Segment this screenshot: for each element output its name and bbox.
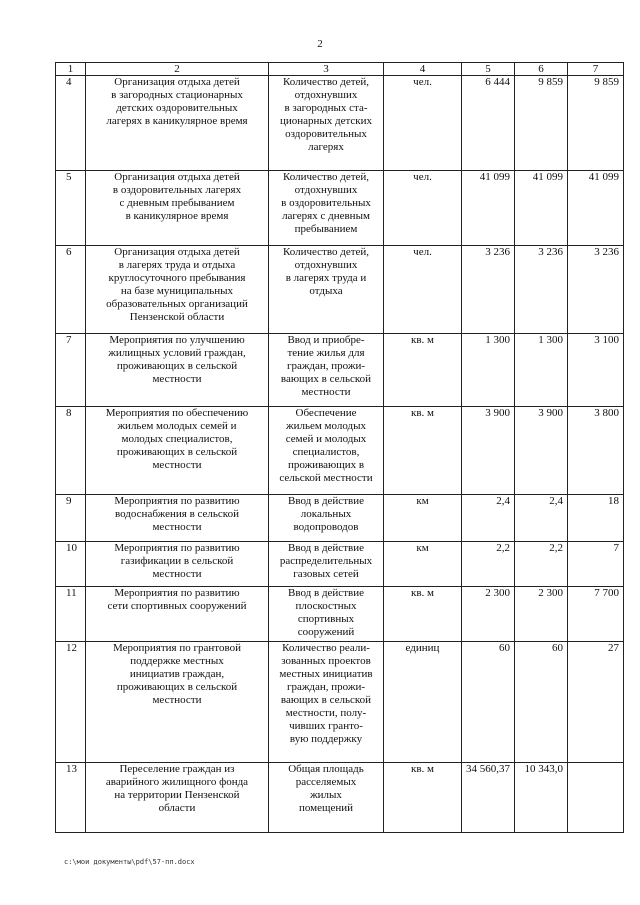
column-number-cell: 6 xyxy=(515,63,568,76)
column-number-cell: 4 xyxy=(384,63,462,76)
indicator-cell: Количество детей, отдохнувших в оздоровительных лагерях с дневным пребыванием xyxy=(269,171,384,246)
indicator-cell: Ввод и приобре- тение жилья для граждан, прожи- вающих в сельской местности xyxy=(269,334,384,407)
indicator-cell: Количество реали- зованных проектов местных инициатив граждан, прожи- вающих в сельской местности, полу- чивших гранто- вую поддержку xyxy=(269,642,384,763)
table-row xyxy=(56,246,624,334)
value-col5-cell: 2 300 xyxy=(462,587,515,642)
value-col6-cell: 3 900 xyxy=(515,407,568,495)
value-col5-cell: 1 300 xyxy=(462,334,515,407)
table-row xyxy=(56,334,624,407)
value-col5-cell: 60 xyxy=(462,642,515,763)
value-col6-cell: 2,4 xyxy=(515,495,568,542)
value-col5-cell: 41 099 xyxy=(462,171,515,246)
value-col7-cell: 3 800 xyxy=(568,407,624,495)
unit-cell: кв. м xyxy=(384,334,462,407)
indicator-cell: Обеспечение жильем молодых семей и молодых специалистов, проживающих в сельской местности xyxy=(269,407,384,495)
value-col6-cell: 1 300 xyxy=(515,334,568,407)
column-number-cell: 2 xyxy=(86,63,269,76)
table-row xyxy=(56,171,624,246)
table-header-row xyxy=(56,63,624,76)
value-col6-cell: 10 343,0 xyxy=(515,763,568,833)
value-col7-cell: 3 100 xyxy=(568,334,624,407)
unit-cell: чел. xyxy=(384,171,462,246)
indicator-cell: Ввод в действие плоскостных спортивных сооружений xyxy=(269,587,384,642)
unit-cell: кв. м xyxy=(384,763,462,833)
indicators-table xyxy=(55,62,624,833)
activity-name-cell: Мероприятия по развитию газификации в сельской местности xyxy=(86,542,269,587)
row-number-cell: 11 xyxy=(56,587,86,642)
column-number-cell: 5 xyxy=(462,63,515,76)
table-row xyxy=(56,407,624,495)
indicator-cell: Количество детей, отдохнувших в загородных ста- ционарных детских оздоровительных лагерях xyxy=(269,76,384,171)
indicator-cell: Количество детей, отдохнувших в лагерях труда и отдыха xyxy=(269,246,384,334)
table-row xyxy=(56,542,624,587)
activity-name-cell: Мероприятия по грантовой поддержке местных инициатив граждан, проживающих в сельской местности xyxy=(86,642,269,763)
row-number-cell: 8 xyxy=(56,407,86,495)
row-number-cell: 5 xyxy=(56,171,86,246)
value-col6-cell: 41 099 xyxy=(515,171,568,246)
activity-name-cell: Организация отдыха детей в загородных стационарных детских оздоровительных лагерях в каникулярное время xyxy=(86,76,269,171)
row-number-cell: 6 xyxy=(56,246,86,334)
value-col5-cell: 34 560,37 xyxy=(462,763,515,833)
value-col7-cell: 41 099 xyxy=(568,171,624,246)
activity-name-cell: Организация отдыха детей в лагерях труда и отдыха круглосуточного пребывания на базе муниципальных образовательных организаций Пензенской области xyxy=(86,246,269,334)
value-col6-cell: 2,2 xyxy=(515,542,568,587)
value-col6-cell: 60 xyxy=(515,642,568,763)
indicator-cell: Общая площадь расселяемых жилых помещений xyxy=(269,763,384,833)
column-number-cell: 7 xyxy=(568,63,624,76)
row-number-cell: 10 xyxy=(56,542,86,587)
activity-name-cell: Организация отдыха детей в оздоровительных лагерях с дневным пребыванием в каникулярное время xyxy=(86,171,269,246)
unit-cell: чел. xyxy=(384,246,462,334)
value-col7-cell: 3 236 xyxy=(568,246,624,334)
value-col5-cell: 3 900 xyxy=(462,407,515,495)
value-col7-cell: 7 700 xyxy=(568,587,624,642)
unit-cell: км xyxy=(384,542,462,587)
value-col7-cell: 9 859 xyxy=(568,76,624,171)
activity-name-cell: Мероприятия по развитию водоснабжения в сельской местности xyxy=(86,495,269,542)
value-col6-cell: 9 859 xyxy=(515,76,568,171)
activity-name-cell: Переселение граждан из аварийного жилищного фонда на территории Пензенской области xyxy=(86,763,269,833)
column-number-cell: 1 xyxy=(56,63,86,76)
value-col5-cell: 2,4 xyxy=(462,495,515,542)
value-col5-cell: 6 444 xyxy=(462,76,515,171)
unit-cell: чел. xyxy=(384,76,462,171)
unit-cell: единиц xyxy=(384,642,462,763)
activity-name-cell: Мероприятия по улучшению жилищных условий граждан, проживающих в сельской местности xyxy=(86,334,269,407)
value-col5-cell: 3 236 xyxy=(462,246,515,334)
unit-cell: км xyxy=(384,495,462,542)
unit-cell: кв. м xyxy=(384,587,462,642)
indicator-cell: Ввод в действие локальных водопроводов xyxy=(269,495,384,542)
table-row xyxy=(56,642,624,763)
table-row xyxy=(56,76,624,171)
value-col5-cell: 2,2 xyxy=(462,542,515,587)
table-row xyxy=(56,495,624,542)
table-row xyxy=(56,763,624,833)
column-number-cell: 3 xyxy=(269,63,384,76)
file-path-footer: c:\мои документы\pdf\57-пп.docx xyxy=(64,858,195,866)
unit-cell: кв. м xyxy=(384,407,462,495)
page-number: 2 xyxy=(317,38,323,50)
table-row xyxy=(56,587,624,642)
activity-name-cell: Мероприятия по развитию сети спортивных сооружений xyxy=(86,587,269,642)
row-number-cell: 7 xyxy=(56,334,86,407)
value-col6-cell: 2 300 xyxy=(515,587,568,642)
activity-name-cell: Мероприятия по обеспечению жильем молодых семей и молодых специалистов, проживающих в сельской местности xyxy=(86,407,269,495)
value-col7-cell: 7 xyxy=(568,542,624,587)
value-col7-cell xyxy=(568,763,624,833)
row-number-cell: 12 xyxy=(56,642,86,763)
indicator-cell: Ввод в действие распределительных газовых сетей xyxy=(269,542,384,587)
value-col7-cell: 18 xyxy=(568,495,624,542)
row-number-cell: 4 xyxy=(56,76,86,171)
row-number-cell: 9 xyxy=(56,495,86,542)
row-number-cell: 13 xyxy=(56,763,86,833)
value-col7-cell: 27 xyxy=(568,642,624,763)
value-col6-cell: 3 236 xyxy=(515,246,568,334)
